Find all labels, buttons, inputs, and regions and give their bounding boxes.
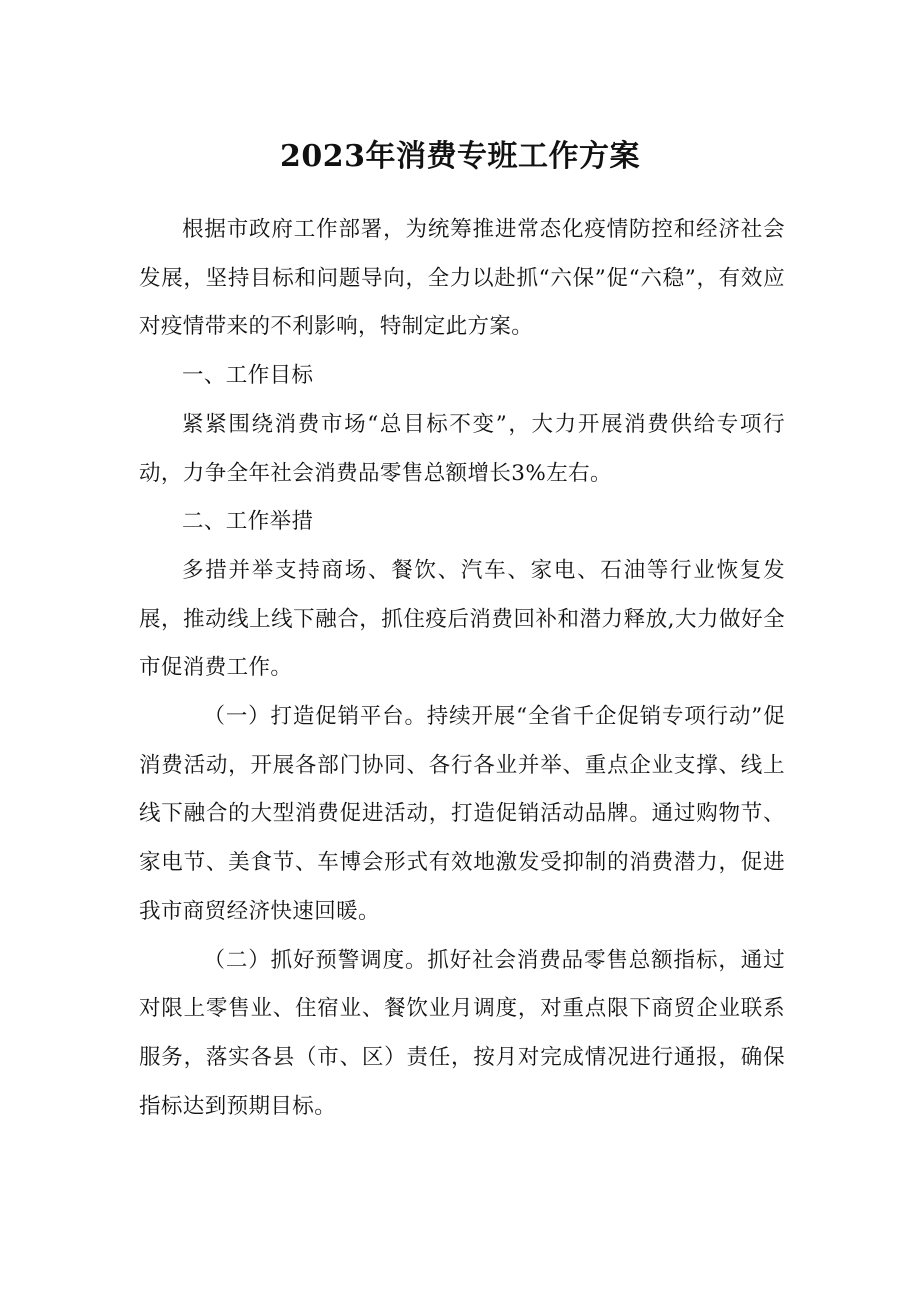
- section-heading-measures: 二、工作举措: [182, 509, 314, 535]
- measures-paragraph: 多措并举支持商场、餐饮、汽车、家电、石油等行业恢复发展，推动线上线下融合，抓住疫后消费回补和潜力释放,大力做好全市促消费工作。: [139, 557, 785, 681]
- measure-item-1: （一）打造促销平台。持续开展“全省千企促销专项行动”促消费活动，开展各部门协同、各行各业并举、重点企业支撑、线上线下融合的大型消费促进活动，打造促销活动品牌。通过购物节、家电节、美食节、车博会形式有效地激发受抑制的消费潜力，促进我市商贸经济快速回暖。: [139, 704, 785, 924]
- section-heading-goals: 一、工作目标: [182, 363, 314, 389]
- document-title: 2023年消费专班工作方案: [280, 139, 640, 175]
- goals-paragraph: 紧紧围绕消费市场“总目标不变”，大力开展消费供给专项行动，力争全年社会消费品零售总额增长3%左右。: [139, 411, 785, 486]
- measure-item-2: （二）抓好预警调度。抓好社会消费品零售总额指标，通过对限上零售业、住宿业、餐饮业月调度，对重点限下商贸企业联系服务，落实各县（市、区）责任，按月对完成情况进行通报，确保指标达到预期目标。: [139, 947, 785, 1119]
- document-body: [139, 206, 785, 1131]
- intro-paragraph: 根据市政府工作部署，为统筹推进常态化疫情防控和经济社会发展，坚持目标和问题导向，全力以赴抓“六保”促“六稳”，有效应对疫情带来的不利影响，特制定此方案。: [139, 217, 785, 340]
